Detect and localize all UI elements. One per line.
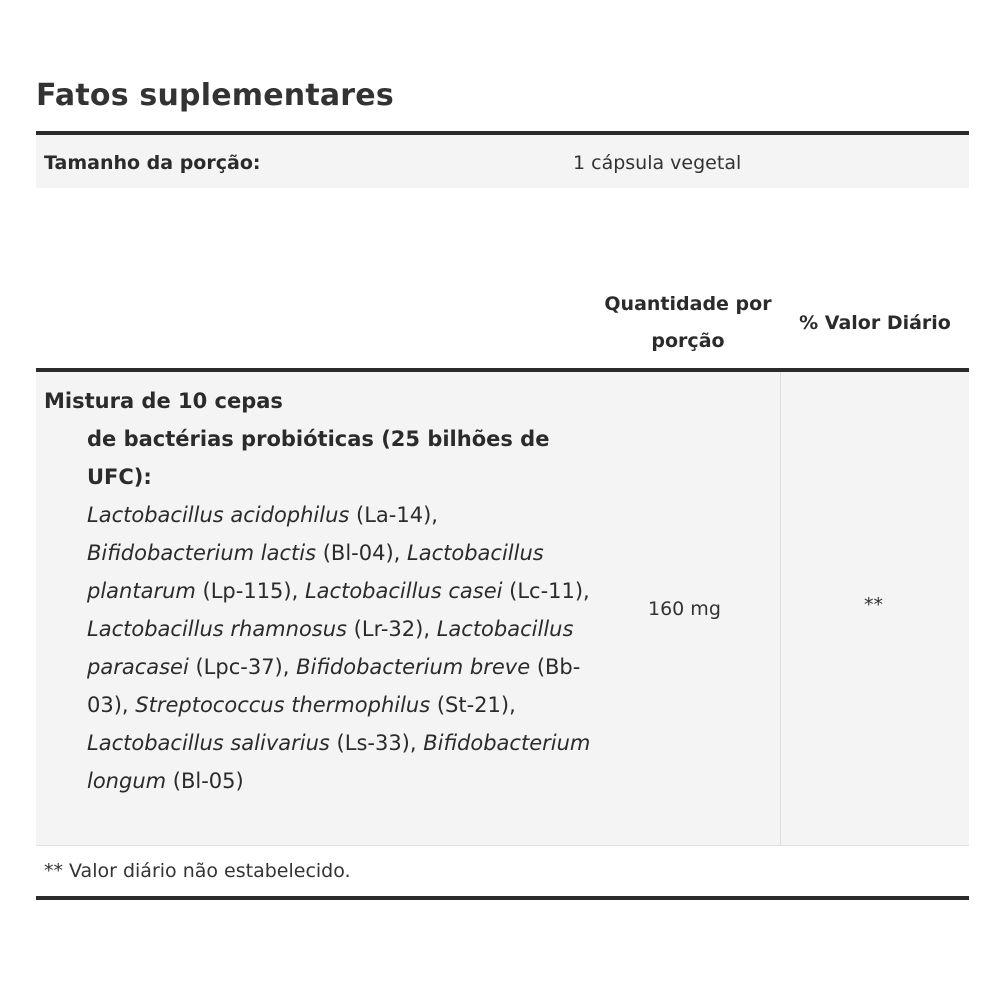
strain-species: Lactobacillus rhamnosus xyxy=(87,617,347,641)
strain-species: Lactobacillus paracasei xyxy=(87,617,574,679)
ingredient-daily-value: ** xyxy=(864,594,883,616)
strain-code: (Bb-03), xyxy=(87,655,581,717)
column-divider xyxy=(780,372,781,845)
strain-species: Lactobacillus salivarius xyxy=(87,731,330,755)
strain-species: Streptococcus thermophilus xyxy=(135,693,431,717)
strain-code: (Lpc-37), xyxy=(188,655,297,679)
strain-code: (La-14), xyxy=(349,503,438,527)
ingredient-name-line1: Mistura de 10 cepas xyxy=(44,389,283,413)
serving-size-row xyxy=(36,135,969,188)
strain-code: (Bl-04), xyxy=(316,541,408,565)
strain-species: Bifidobacterium breve xyxy=(296,655,531,679)
strain-code: (Lp-115), xyxy=(195,579,305,603)
page-title: Fatos suplementares xyxy=(36,78,394,113)
strain-list xyxy=(44,496,604,800)
ingredient-amount: 160 mg xyxy=(648,598,721,620)
strain-code: (Lr-32), xyxy=(347,617,437,641)
ingredient-description xyxy=(44,382,604,800)
amount-header-line1: Quantidade por xyxy=(604,293,772,315)
strain-species: Lactobacillus casei xyxy=(304,579,503,603)
strain-species: Lactobacillus acidophilus xyxy=(87,503,350,527)
ingredient-name xyxy=(44,382,604,496)
strain-species: Bifidobacterium lactis xyxy=(87,541,317,565)
strain-code: (Lc-11), xyxy=(502,579,590,603)
strain-species: Bifidobacterium longum xyxy=(87,731,591,793)
amount-per-serving-header xyxy=(598,286,778,360)
footnote: ** Valor diário não estabelecido. xyxy=(44,860,351,882)
strain-species: Lactobacillus plantarum xyxy=(87,541,544,603)
ingredient-name-rest: de bactérias probióticas (25 bilhões de UFC): xyxy=(87,427,550,489)
serving-size-value: 1 cápsula vegetal xyxy=(573,152,742,174)
daily-value-header: % Valor Diário xyxy=(799,312,951,334)
bottom-divider xyxy=(36,896,969,900)
amount-header-line2: porção xyxy=(651,330,725,352)
strain-code: (Bl-05) xyxy=(166,769,244,793)
footnote-divider xyxy=(36,845,969,846)
ingredient-row xyxy=(36,372,969,845)
strain-code: (St-21), xyxy=(430,693,516,717)
serving-size-label: Tamanho da porção: xyxy=(44,152,261,174)
strain-code: (Ls-33), xyxy=(329,731,424,755)
